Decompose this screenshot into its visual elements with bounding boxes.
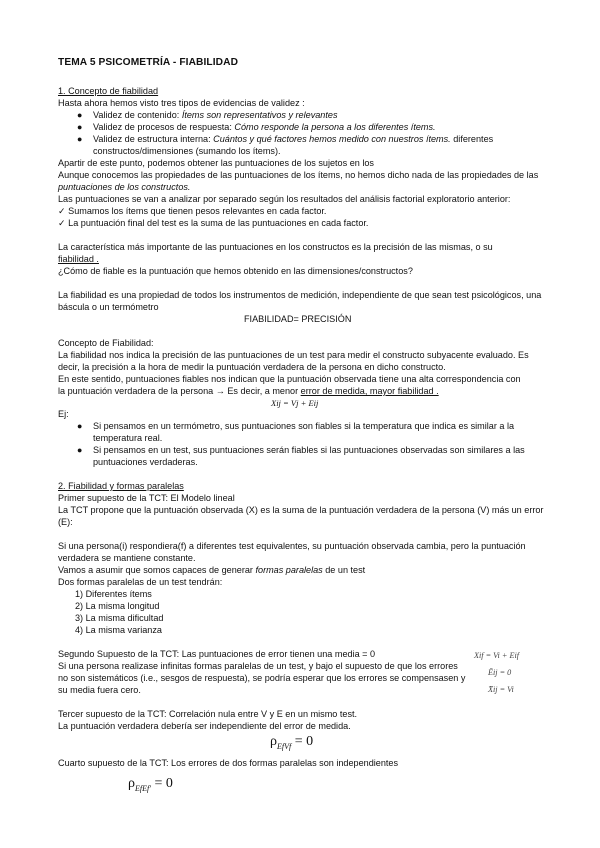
equation: $\rho_{EfEf'} = 0$ <box>128 776 173 793</box>
list-item: Si pensamos en un termómetro, sus puntuaciones son fiables si la temperatura que indica es similar a la <box>93 421 515 431</box>
paragraph: Ej: <box>58 409 69 419</box>
paragraph: Dos formas paralelas de un test tendrán: <box>58 577 223 587</box>
paragraph: La característica más importante de las puntuaciones en los constructos es la precisión de las mismas, o su <box>58 242 493 252</box>
paragraph: verdadera se mantiene constante. <box>58 553 196 563</box>
paragraph: La TCT propone que la puntuación observada (X) es la suma de la puntuación verdadera de la persona (V) más un error <box>58 505 544 515</box>
list-item: Si pensamos en un test, sus puntuaciones serán fiables si las puntuaciones observadas son similares a las <box>93 445 525 455</box>
list-item: Validez de contenido: Ítems son representativos y relevantes <box>93 110 338 120</box>
paragraph: Cuarto supuesto de la TCT: Los errores de dos formas paralelas son independientes <box>58 758 399 768</box>
equation-block <box>474 647 519 698</box>
list-item: 1) Diferentes ítems <box>75 589 152 599</box>
bullet-icon: ● <box>77 134 83 144</box>
formula: FIABILIDAD= PRECISIÓN <box>244 314 352 324</box>
paragraph: Hasta ahora hemos visto tres tipos de evidencias de validez : <box>58 98 305 108</box>
paragraph: Primer supuesto de la TCT: El Modelo lineal <box>58 493 235 503</box>
bullet-icon: ● <box>77 421 83 431</box>
section-1-heading: 1. Concepto de fiabilidad <box>58 86 159 96</box>
list-item: 3) La misma dificultad <box>75 613 164 623</box>
paragraph: Las puntuaciones se van a analizar por separado según los resultados del análisis factorial exploratorio anterior: <box>58 194 511 204</box>
list-item-continuation: temperatura real. <box>93 433 163 443</box>
paragraph: báscula o un termómetro <box>58 302 159 312</box>
equation: Xif = Vi + Eif <box>474 651 520 660</box>
paragraph: no son sistemáticos (i.e., sesgos de respuesta), se podría esperar que los errores se compensasen y <box>58 673 466 683</box>
list-item: Validez de estructura interna: Cuántos y qué factores hemos medido con nuestros ítems. diferentes <box>93 134 494 144</box>
list-item: 4) La misma varianza <box>75 625 162 635</box>
paragraph: Apartir de este punto, podemos obtener las puntuaciones de los sujetos en los <box>58 158 374 168</box>
list-item-continuation: puntuaciones verdaderas. <box>93 457 198 467</box>
paragraph: la puntuación verdadera de la persona → Es decir, a menor error de medida, mayor fiabilidad . <box>58 386 439 396</box>
bullet-icon: ● <box>77 122 83 132</box>
check-item: ✓ La puntuación final del test es la suma de las puntuaciones en cada factor. <box>58 218 369 228</box>
paragraph: Aunque conocemos las propiedades de las puntuaciones de los ítems, no hemos dicho nada de las propiedades de las <box>58 170 539 180</box>
equation: Xij = Vj + Eij <box>271 398 319 408</box>
equation: Ēij = 0 <box>488 668 512 677</box>
paragraph: fiabilidad . <box>58 254 99 264</box>
list-item: 2) La misma longitud <box>75 601 160 611</box>
section-2-heading: 2. Fiabilidad y formas paralelas <box>58 481 184 491</box>
paragraph: La fiabilidad es una propiedad de todos los instrumentos de medición, independiente de que sean test psicológicos, una <box>58 290 542 300</box>
paragraph: Si una persona(i) respondiera(f) a diferentes test equivalentes, su puntuación observada cambia, pero la puntuación <box>58 541 526 551</box>
paragraph: Si una persona realizase infinitas formas paralelas de un test, y bajo el supuesto de que los errores <box>58 661 458 671</box>
paragraph: La fiabilidad nos indica la precisión de las puntuaciones de un test para medir el constructo subyacente evaluado. Es <box>58 350 529 360</box>
paragraph: puntuaciones de los constructos. <box>58 182 191 192</box>
paragraph: Concepto de Fiabilidad: <box>58 338 154 348</box>
paragraph: Vamos a asumir que somos capaces de generar formas paralelas de un test <box>58 565 366 575</box>
list-item-continuation: constructos/dimensiones (sumando los ítems). <box>93 146 281 156</box>
paragraph: su media fuera cero. <box>58 685 141 695</box>
paragraph: decir, la precisión a la hora de medir la puntuación verdadera de la persona en dicho constructo. <box>58 362 446 372</box>
paragraph: La puntuación verdadera debería ser independiente del error de medida. <box>58 721 351 731</box>
equation: $\rho_{EfVf} = 0$ <box>270 734 314 751</box>
document-title: TEMA 5 PSICOMETRÍA - FIABILIDAD <box>58 57 239 68</box>
equation: X̄ij = Vi <box>488 685 514 694</box>
paragraph: Segundo Supuesto de la TCT: Las puntuaciones de error tienen una media = 0 <box>58 649 376 659</box>
paragraph: Tercer supuesto de la TCT: Correlación nula entre V y E en un mismo test. <box>58 709 358 719</box>
paragraph: (E): <box>58 517 73 527</box>
paragraph: ¿Cómo de fiable es la puntuación que hemos obtenido en las dimensiones/constructos? <box>58 266 413 276</box>
paragraph: En este sentido, puntuaciones fiables nos indican que la puntuación observada tiene una alta correspondencia con <box>58 374 521 384</box>
list-item: Validez de procesos de respuesta: Cómo responde la persona a los diferentes ítems. <box>93 122 436 132</box>
bullet-icon: ● <box>77 445 83 455</box>
check-item: ✓ Sumamos los ítems que tienen pesos relevantes en cada factor. <box>58 206 327 216</box>
bullet-icon: ● <box>77 110 83 120</box>
